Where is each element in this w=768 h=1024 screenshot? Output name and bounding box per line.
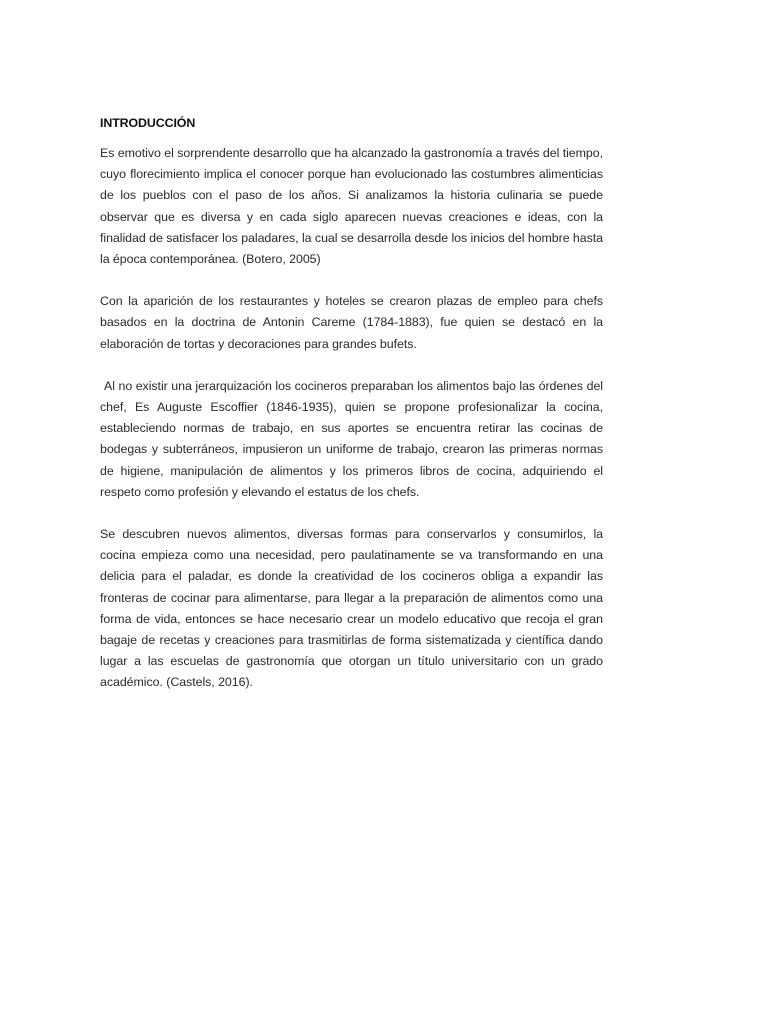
paragraph-2: Con la aparición de los restaurantes y hoteles se crearon plazas de empleo para chefs basados en la doctrina de Antonin Careme (1784-1883), fue quien se destacó en la elaboración de tortas y decoraciones para grandes bufets.	[100, 294, 603, 351]
paragraph-3: Al no existir una jerarquización los cocineros preparaban los alimentos bajo las órdenes del chef, Es Auguste Escoffier (1846-1935), quien se propone profesionalizar la cocina, estableciendo normas de trabajo, en sus aportes se encuentra retirar las cocinas de bodegas y subterráneos, impusieron un uniforme de trabajo, crearon las primeras normas de higiene, manipulación de alimentos y los primeros libros de cocina, adquiriendo el respeto como profesión y elevando el estatus de los chefs.	[100, 378, 603, 499]
paragraph-1: Es emotivo el sorprendente desarrollo que ha alcanzado la gastronomía a través del tiempo, cuyo florecimiento implica el conocer porque han evolucionado las costumbres alimenticias de los pueblos con el paso de los años. Si analizamos la historia culinaria se puede observar que es diversa y en cada siglo aparecen nuevas creaciones e ideas, con la finalidad de satisfacer los paladares, la cual se desarrolla desde los inicios del hombre hasta la época contemporánea. (Botero, 2005)	[100, 146, 603, 267]
paragraph-4: Se descubren nuevos alimentos, diversas formas para conservarlos y consumirlos, la cocina empieza como una necesidad, pero paulatinamente se va transformando en una delicia para el paladar, es donde la creatividad de los cocineros obliga a expandir las fronteras de cocinar para alimentarse, para llegar a la preparación de alimentos como una forma de vida, entonces se hace necesario crear un modelo educativo que recoja el gran bagaje de recetas y creaciones para trasmitirlas de forma sistematizada y científica dando lugar a las escuelas de gastronomía que otorgan un título universitario con un grado académico. (Castels, 2016).	[100, 527, 603, 690]
document-body	[100, 114, 603, 715]
section-heading: INTRODUCCIÓN	[100, 116, 196, 130]
